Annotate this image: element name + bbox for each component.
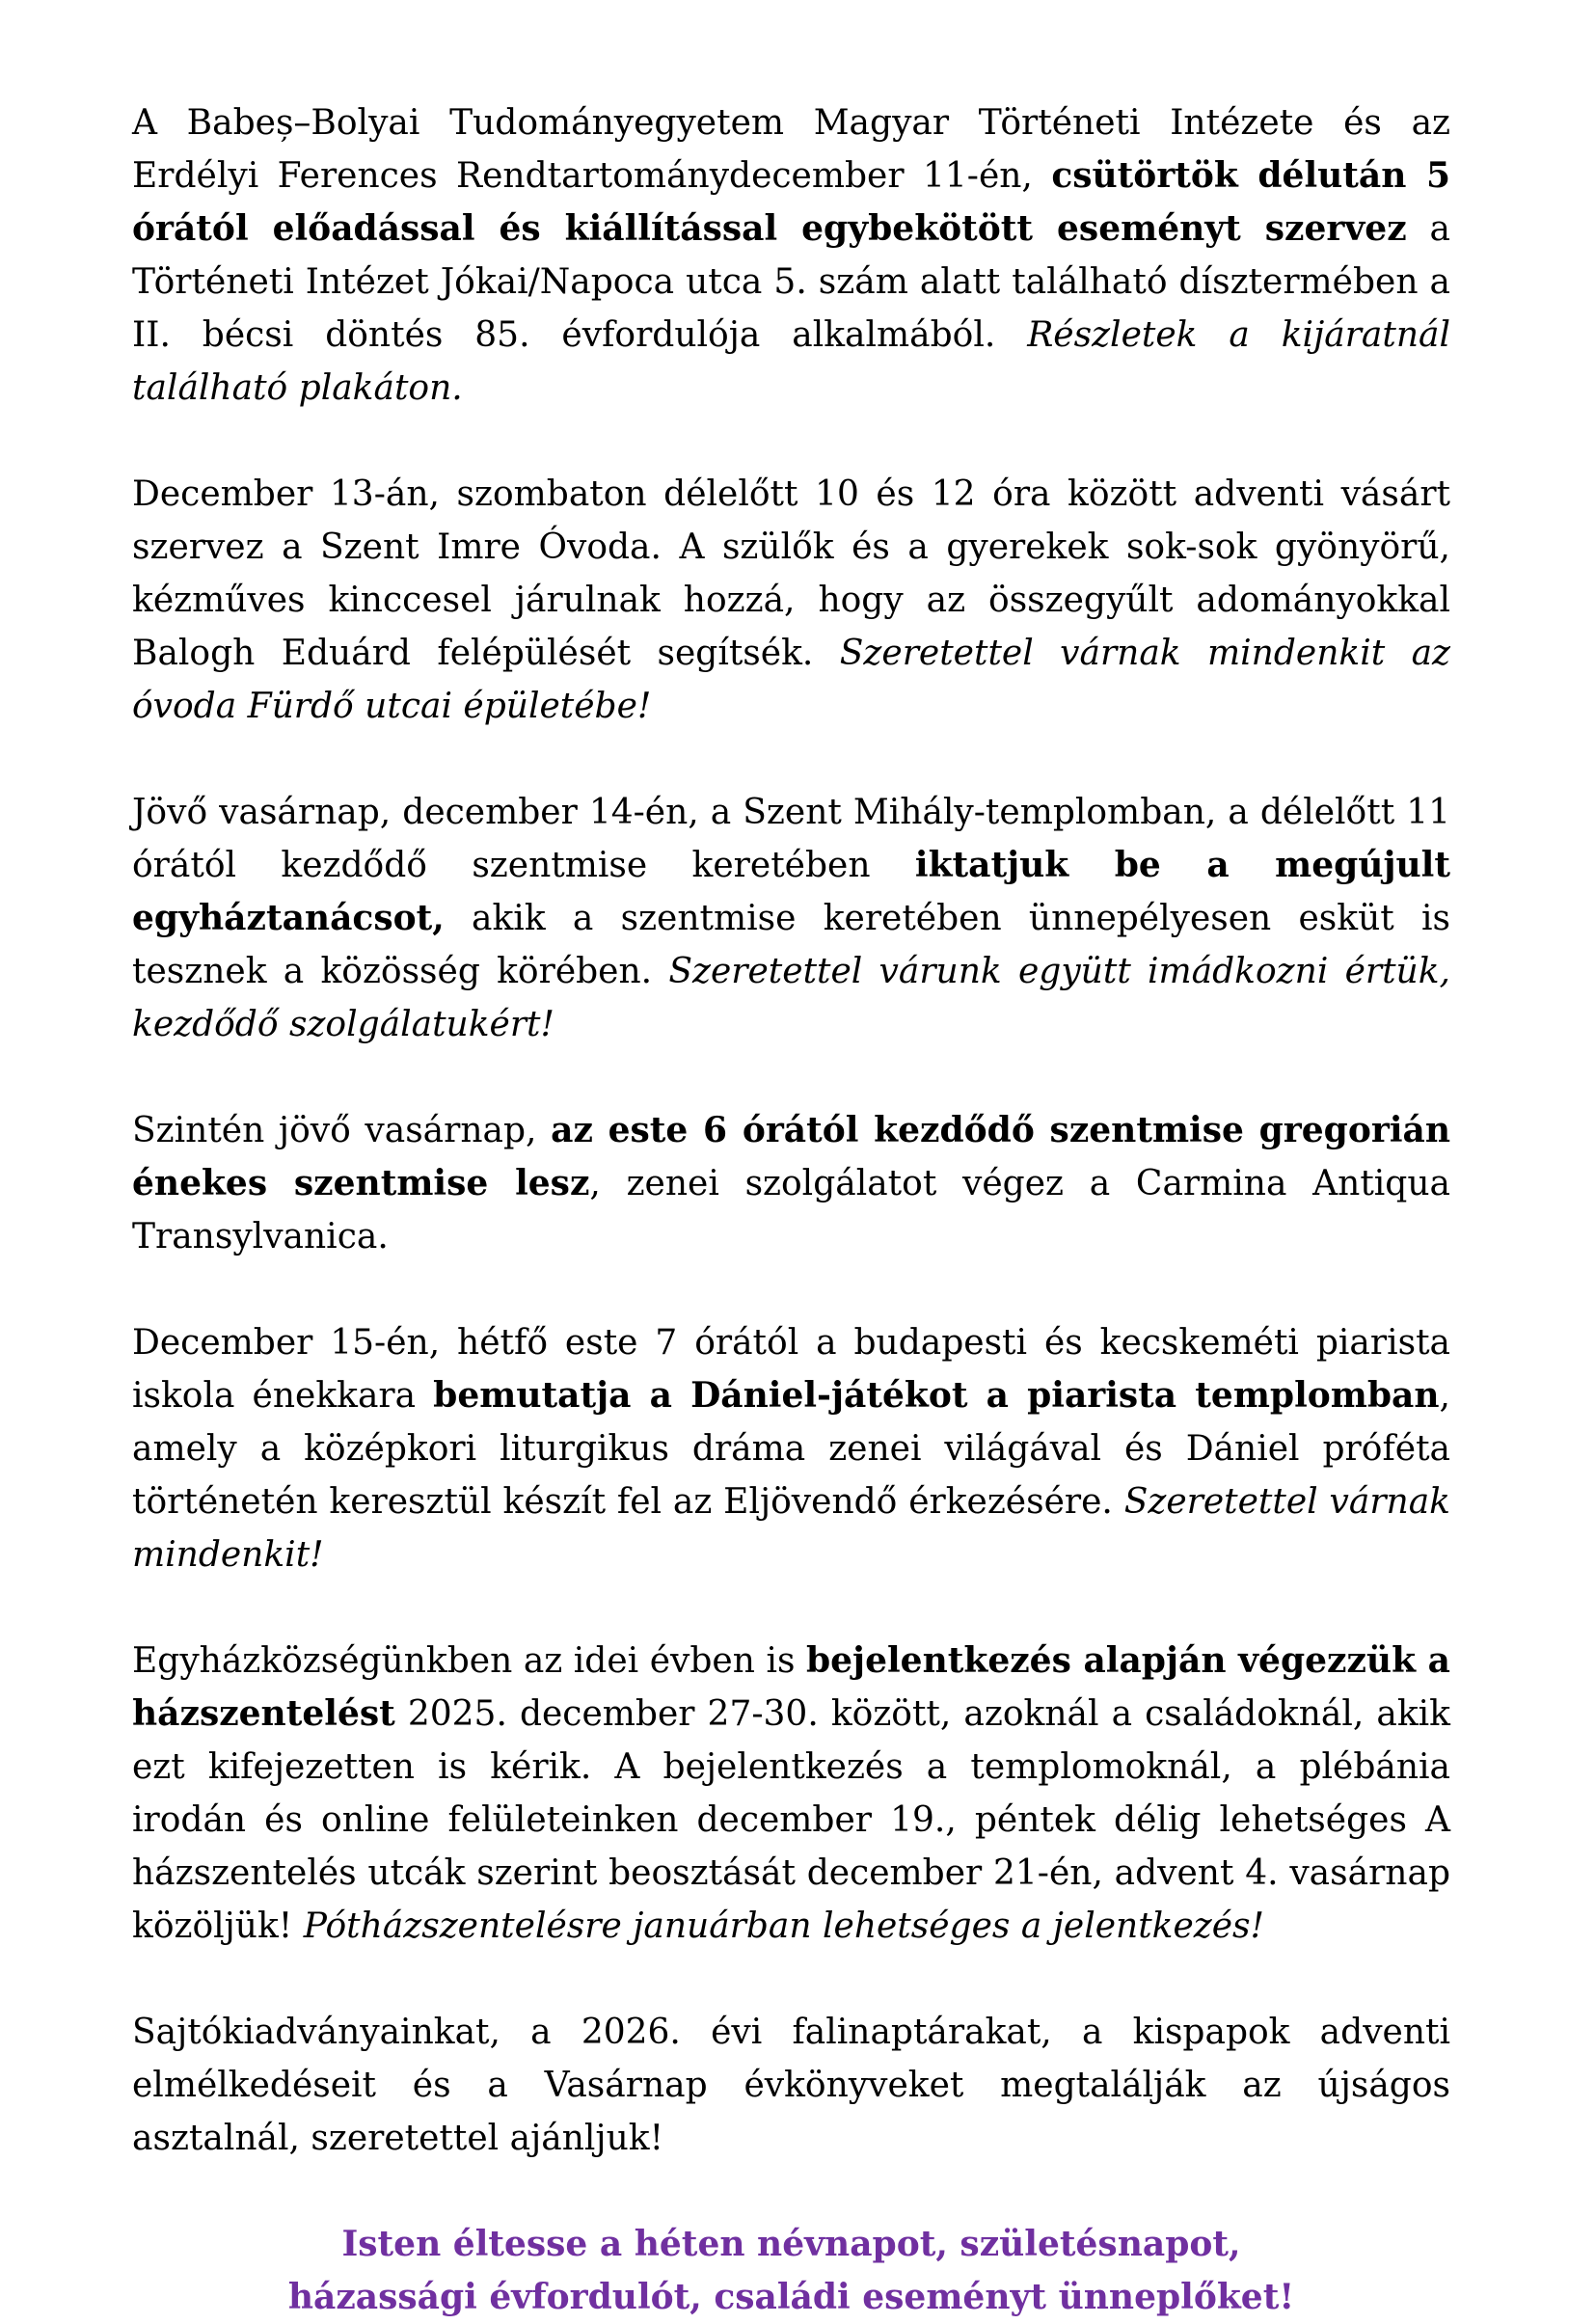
text-segment-normal: Szintén jövő vasárnap,	[132, 1111, 552, 1150]
closing-line-1: Isten éltesse a héten névnapot, születésnapot,	[341, 2224, 1241, 2264]
text-segment-normal: a Történeti Intézet Jókai/Napoca utca 5. szám alatt található dísztermében a II. bécsi döntés 85. évfordulója alkalmából.	[132, 209, 1450, 355]
text-segment-normal: , zenei szolgálatot végez a Carmina Antiqua Transylvanica.	[132, 1164, 1450, 1257]
text-segment-normal: December 13-án, szombaton délelőtt 10 és 12 óra között adventi vásárt szervez a Szent Imre Óvoda. A szülők és a gyerekek sok-sok gyönyörű, kézműves kinccesel járulnak hozzá, hogy az összegyűlt adományokkal Balogh Eduárd felépülését segítsék.	[132, 474, 1450, 673]
paragraph	[132, 96, 1450, 415]
bulletin-body	[132, 96, 1450, 2165]
paragraph	[132, 2006, 1450, 2165]
text-segment-bold: az este 6 órától kezdődő szentmise gregorián énekes szentmise lesz	[132, 1110, 1450, 1203]
text-segment-normal: Sajtókiadványainkat, a 2026. évi falinaptárakat, a kispapok adventi elmélkedéseit és a Vasárnap évkönyveket megtalálják az újságos asztalnál, szeretettel ajánljuk!	[132, 2013, 1450, 2158]
text-segment-normal: , amely a középkori liturgikus dráma zenei világával és Dániel próféta történetén keresztül készít fel az Eljövendő érkezésére.	[132, 1376, 1450, 1522]
text-segment-normal: akik a szentmise keretében ünnepélyesen esküt is tesznek a közösség körében.	[132, 899, 1450, 991]
text-segment-bold: csütörtök délután 5 órától előadással és kiállítással egybekötött eseményt szervez	[132, 155, 1450, 249]
paragraph	[132, 1104, 1450, 1263]
text-segment-italic: Szeretettel várunk együtt imádkozni értük, kezdődő szolgálatukért!	[132, 952, 1450, 1044]
text-segment-normal: 2025. december 27-30. között, azoknál a családoknál, akik ezt kifejezetten is kérik. A bejelentkezés a templomoknál, a plébánia irodán és online felületeinken december 19., péntek délig lehetséges A házszentelés utcák szerint beosztását december 21-én, advent 4. vasárnap közöljük!	[132, 1694, 1450, 1946]
text-segment-normal: Egyházközségünkben az idei évben is	[132, 1641, 806, 1681]
closing-blessing	[132, 2218, 1450, 2324]
text-segment-bold: bemutatja a Dániel-játékot a piarista templomban	[433, 1375, 1440, 1416]
paragraph	[132, 468, 1450, 733]
text-segment-italic: Szeretettel várnak mindenkit az óvoda Fürdő utcai épületébe!	[132, 634, 1451, 726]
text-segment-bold: iktatjuk be a megújult egyháztanácsot,	[132, 845, 1450, 938]
paragraph	[132, 1316, 1450, 1581]
text-segment-italic: Pótházszentelésre januárban lehetséges a jelentkezés!	[303, 1906, 1264, 1946]
text-segment-normal: Jövő vasárnap, december 14-én, a Szent Mihály-templomban, a délelőtt 11 órától kezdődő szentmise keretében	[132, 793, 1450, 885]
paragraph	[132, 786, 1450, 1051]
paragraph	[132, 1635, 1450, 1953]
closing-line-2: házassági évfordulót, családi eseményt ünneplőket!	[287, 2277, 1295, 2317]
text-segment-normal: A Babeș–Bolyai Tudományegyetem Magyar Történeti Intézete és az Erdélyi Ferences Rendtartománydecember 11-én,	[132, 103, 1450, 196]
text-segment-italic: Szeretettel várnak mindenkit!	[132, 1482, 1450, 1575]
text-segment-bold: bejelentkezés alapján végezzük a házszentelést	[132, 1640, 1450, 1734]
text-segment-italic: Részletek a kijáratnál található plakáton.	[132, 315, 1450, 408]
text-segment-normal: December 15-én, hétfő este 7 órától a budapesti és kecskeméti piarista iskola énekkara	[132, 1323, 1450, 1416]
